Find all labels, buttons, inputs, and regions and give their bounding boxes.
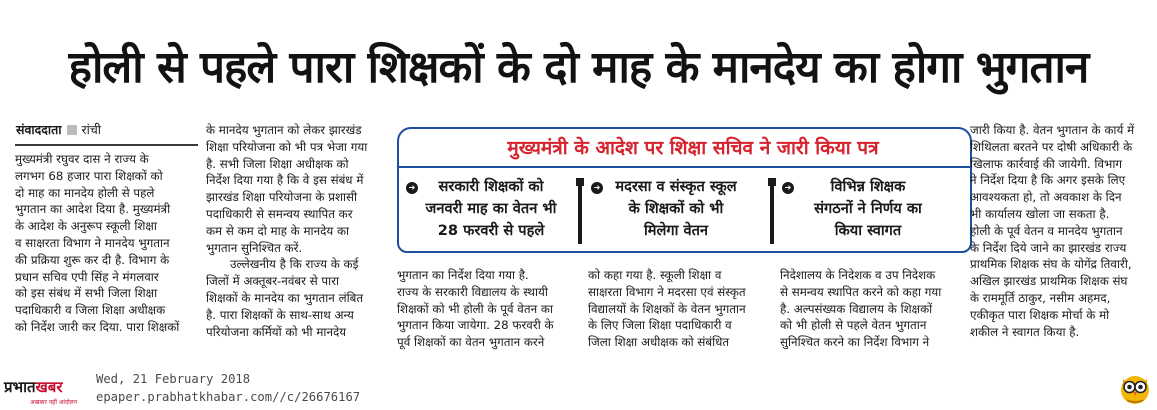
arrow-bullet-icon: ➜ (782, 182, 794, 194)
highlight-box-title: मुख्यमंत्री के आदेश पर शिक्षा सचिव ने जारी किया पत्र (507, 137, 879, 159)
owl-mascot-icon (1119, 371, 1151, 405)
article-column-6: जारी किया है. वेतन भुगतान के कार्य में शिथिलता बरतने पर दोषी अधिकारी के खिलाफ कार्रवाई की जायेगी. विभाग ने निर्देश दिया है कि अगर इसके लिए आवश्यकता हो, तो अवकाश के दिन भी कार्यालय खोला जा सकता है. होली के पूर्व वेतन व मानदेय भुगतान के निर्देश दिये जाने का झारखंड राज्य प्राथमिक शिक्षक संघ के योगेंद्र तिवारी, अखिल झारखंड प्राथमिक शिक्षक संघ के राममूर्ति ठाकुर, नसीम अहमद, एकीकृत पारा शिक्षक मोर्चा के मो शकील ने स्वागत किया है. (970, 123, 1135, 339)
point-separator (770, 178, 774, 244)
arrow-bullet-icon: ➜ (591, 182, 603, 194)
highlight-point-3: ➜ विभिन्न शिक्षक संगठनों ने निर्णय का किया स्वागत (782, 176, 954, 242)
byline-author: संवाददाता (16, 122, 62, 137)
headline: होली से पहले पारा शिक्षकों के दो माह के मानदेय का होगा भुगतान (68, 42, 1089, 93)
logo-tagline: अखबार नहीं आंदोलन (30, 399, 78, 406)
article-column-1: मुख्यमंत्री रघुवर दास ने राज्य के लगभग 68 हजार पारा शिक्षकों को दो माह का मानदेय होली से पहले भुगतान का आदेश दिया है. मुख्यमंत्री के आदेश के अनुरूप स्कूली शिक्षा व साक्षरता विभाग ने मानदेय भुगतान की प्रक्रिया शुरू कर दी है. विभाग के प्रधान सचिव एपी सिंह ने मंगलवार को इस संबंध में सभी जिला शिक्षा पदाधिकारी व जिला शिक्षा अधीक्षक को निर्देश जारी कर दिया. पारा शिक्षकों (15, 152, 180, 334)
footer-meta (96, 370, 360, 406)
arrow-bullet-icon: ➜ (406, 182, 418, 194)
point-separator (578, 178, 582, 244)
byline-rule (15, 144, 198, 146)
epaper-url[interactable]: epaper.prabhatkhabar.com//c/26676167 (96, 390, 361, 404)
byline-marker (67, 125, 77, 135)
highlight-point-2: ➜ मदरसा व संस्कृत स्कूल के शिक्षकों को भी मिलेगा वेतन (591, 176, 761, 242)
prabhat-khabar-logo: प्रभातखबर (4, 378, 63, 396)
article-column-2: के मानदेय भुगतान को लेकर झारखंड शिक्षा परियोजना को भी पत्र भेजा गया है. सभी जिला शिक्षा अधीक्षक को निर्देश दिया गया है कि वे इस संबंध में झारखंड शिक्षा परियोजना के प्रशासी पदाधिकारी से समन्वय स्थापित कर कम से कम दो माह के मानदेय का भुगतान सुनिश्चित करें. उल्लेखनीय है कि राज्य के कई जिलों में अक्तूबर-नवंबर से पारा शिक्षकों के मानदेय का भुगतान लंबित है. पारा शिक्षकों के साथ-साथ अन्य परियोजना कर्मियों को भी मानदेय (206, 123, 368, 339)
highlight-point-1: ➜ सरकारी शिक्षकों को जनवरी माह का वेतन भी 28 फरवरी से पहले (406, 176, 576, 242)
highlight-box-divider (398, 166, 971, 168)
byline-place: रांची (81, 122, 102, 137)
article-column-3: भुगतान का निर्देश दिया गया है. राज्य के सरकारी विद्यालय के स्थायी शिक्षकों को भी होली के पूर्व वेतन का भुगतान किया जायेगा. 28 फरवरी के पूर्व शिक्षकों का वेतन भुगतान करने (397, 268, 554, 350)
article-column-4: को कहा गया है. स्कूली शिक्षा व साक्षरता विभाग ने मदरसा एवं संस्कृत विद्यालयों के शिक्षकों के वेतन भुगतान के लिए जिला शिक्षा पदाधिकारी व जिला शिक्षा अधीक्षक को संबंधित (588, 268, 746, 350)
publish-date: Wed, 21 February 2018 (96, 372, 251, 386)
byline (16, 121, 101, 138)
article-column-5: निदेशालय के निदेशक व उप निदेशक से समन्वय स्थापित करने को कहा गया है. अल्पसंख्यक विद्यालय के शिक्षकों को भी होली से पहले वेतन भुगतान सुनिश्चित करने का निर्देश विभाग ने (780, 268, 942, 350)
